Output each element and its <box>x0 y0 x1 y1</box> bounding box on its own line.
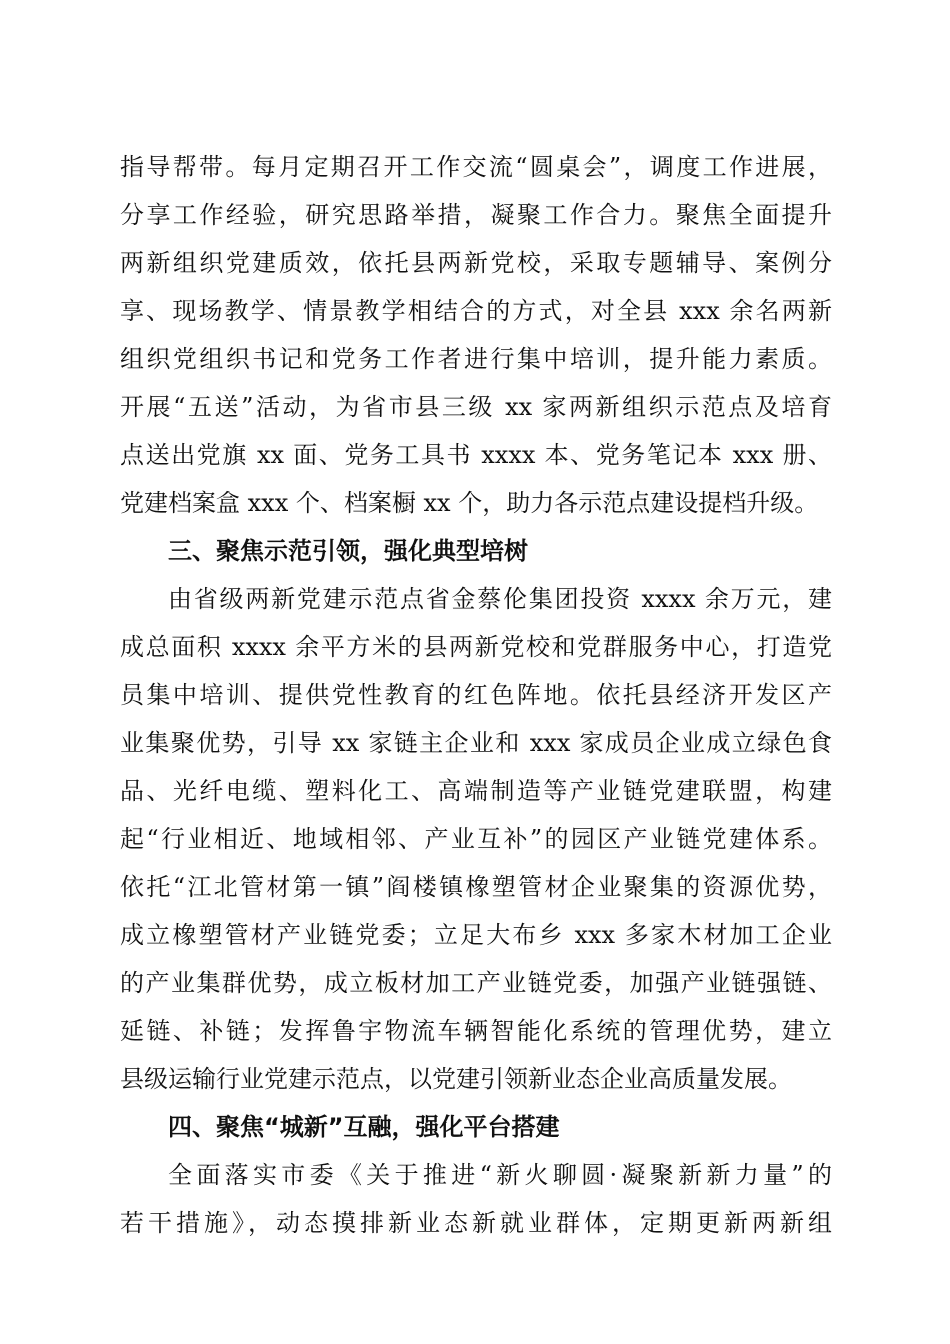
document-body <box>120 143 832 1247</box>
text-line: 的产业集群优势，成立板材加工产业链党委，加强产业链强链、 <box>120 969 832 997</box>
paragraph-section-4 <box>120 1151 832 1247</box>
text-line: 员集中培训、提供党性教育的红色阵地。依托县经济开发区产 <box>120 681 832 709</box>
text-line: 业集聚优势，引导 xx 家链主企业和 xxx 家成员企业成立绿色食 <box>120 729 832 757</box>
text-line: 两新组织党建质效，依托县两新党校，采取专题辅导、案例分 <box>120 249 832 277</box>
text-line: 依托“江北管材第一镇”阎楼镇橡塑管材企业聚集的资源优势， <box>120 873 832 901</box>
text-line: 党建档案盒 xxx 个、档案橱 xx 个，助力各示范点建设提档升级。 <box>120 489 819 517</box>
text-line: 品、光纤电缆、塑料化工、高端制造等产业链党建联盟，构建 <box>120 777 832 805</box>
text-line: 分享工作经验，研究思路举措，凝聚工作合力。聚焦全面提升 <box>120 201 832 229</box>
text-line: 起“行业相近、地域相邻、产业互补”的园区产业链党建体系。 <box>120 825 832 853</box>
paragraph-section-3 <box>120 575 832 1103</box>
text-line: 延链、补链；发挥鲁宇物流车辆智能化系统的管理优势，建立 <box>120 1017 832 1045</box>
text-line: 县级运输行业党建示范点，以党建引领新业态企业高质量发展。 <box>120 1065 792 1093</box>
text-line: 若干措施》，动态摸排新业态新就业群体，定期更新两新组 <box>120 1209 832 1237</box>
text-line: 点送出党旗 xx 面、党务工具书 xxxx 本、党务笔记本 xxx 册、 <box>120 441 832 469</box>
section-heading-4: 四、聚焦“城新”互融，强化平台搭建 <box>168 1113 560 1141</box>
text-line: 成总面积 xxxx 余平方米的县两新党校和党群服务中心，打造党 <box>120 633 832 661</box>
section-heading-3: 三、聚焦示范引领，强化典型培树 <box>168 537 528 565</box>
text-line: 组织党组织书记和党务工作者进行集中培训，提升能力素质。 <box>120 345 832 373</box>
text-line: 享、现场教学、情景教学相结合的方式，对全县 xxx 余名两新 <box>120 297 832 325</box>
paragraph-continuation <box>120 143 832 527</box>
text-line: 成立橡塑管材产业链党委；立足大布乡 xxx 多家木材加工企业 <box>120 921 832 949</box>
text-line: 开展“五送”活动，为省市县三级 xx 家两新组织示范点及培育 <box>120 393 832 421</box>
text-line: 全面落实市委《关于推进“新火聊圆·凝聚新新力量”的 <box>168 1161 832 1189</box>
text-line: 由省级两新党建示范点省金蔡伦集团投资 xxxx 余万元，建 <box>168 585 832 613</box>
text-line: 指导帮带。每月定期召开工作交流“圆桌会”，调度工作进展， <box>120 153 832 181</box>
